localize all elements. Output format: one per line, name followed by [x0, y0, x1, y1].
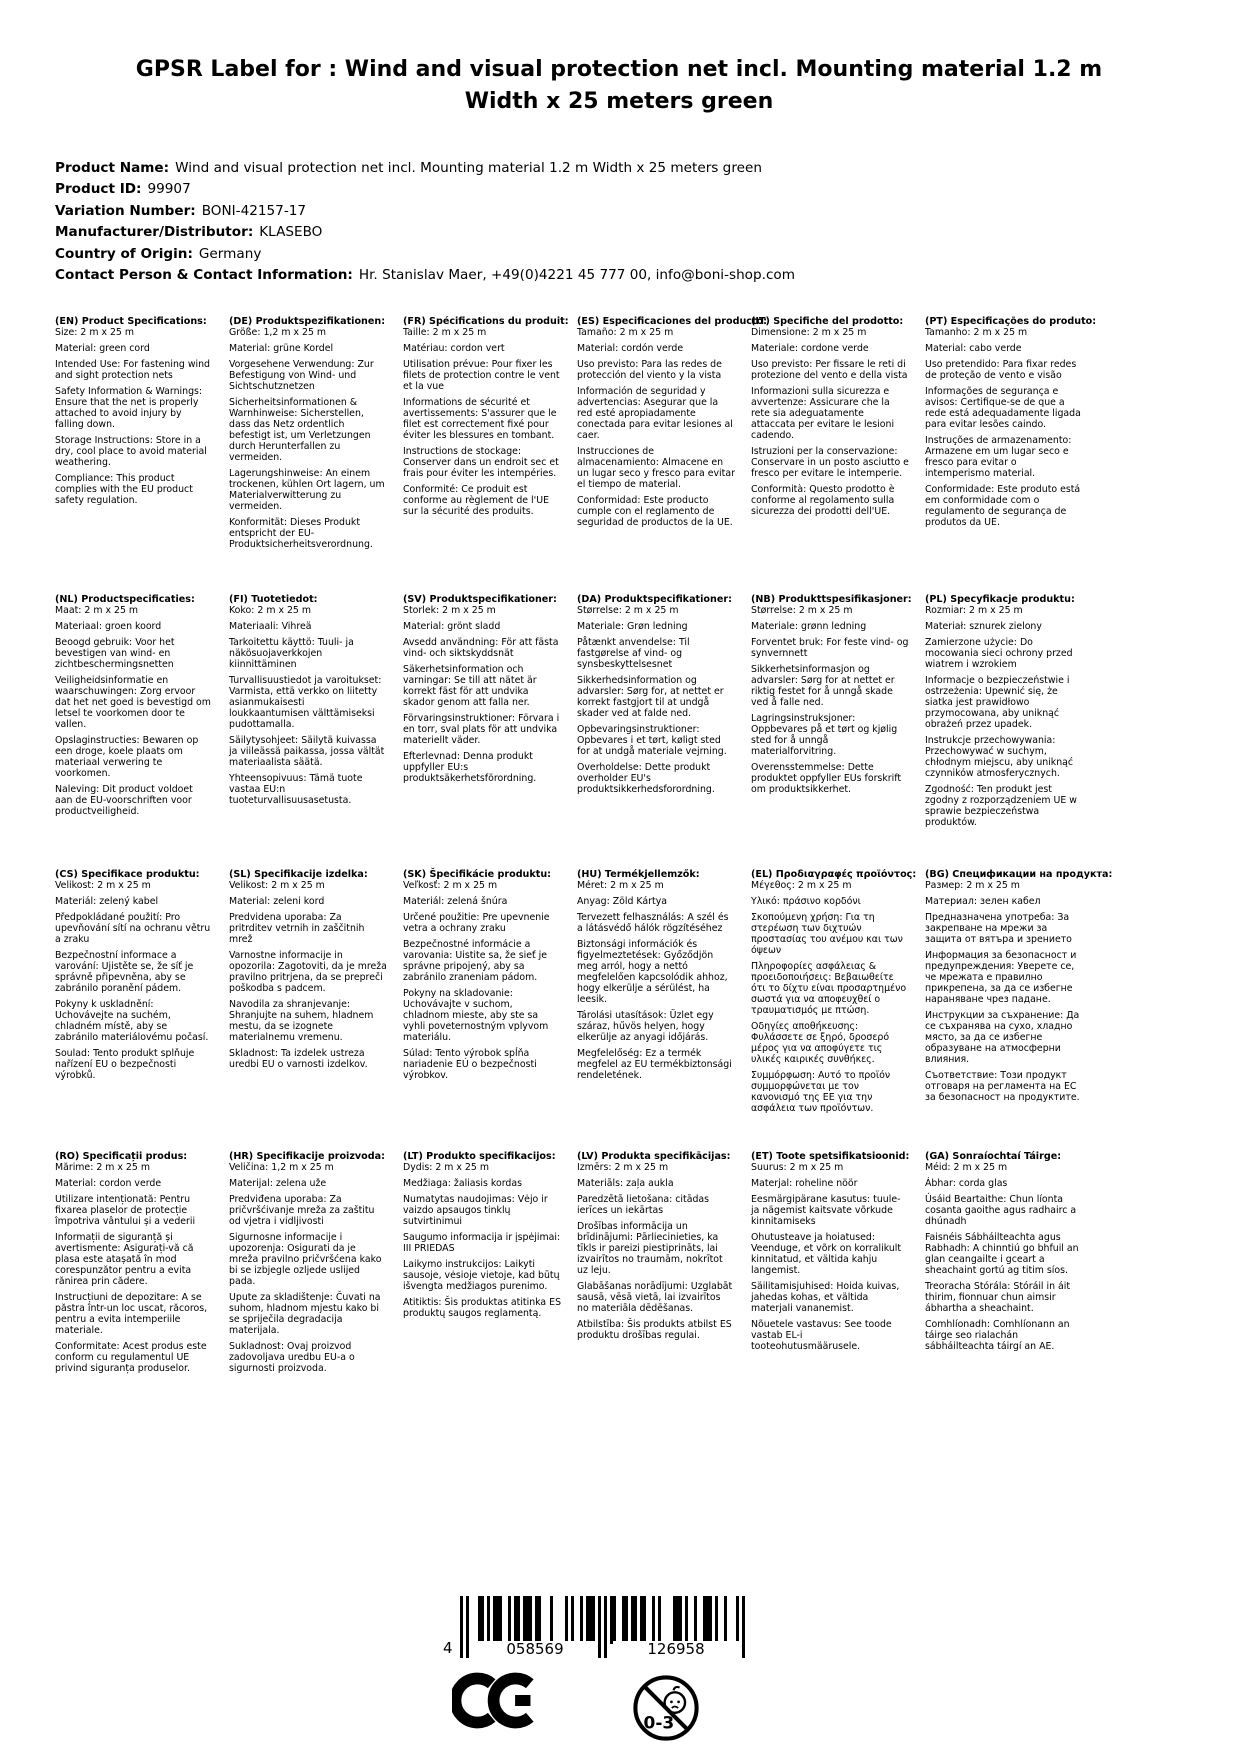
- spec-heading: (EL) Προδιαγραφές προϊόντος:: [751, 869, 917, 881]
- spec-heading: (DA) Produktspecifikationer:: [577, 594, 732, 606]
- spec-paragraph: Material: cordon verde: [55, 1178, 162, 1190]
- spec-paragraph: Eesmärgipärane kasutus: tuule- ja nägemist kaitsvate võrkude kinnitamiseks: [751, 1194, 901, 1228]
- spec-paragraph: Conformitate: Acest produs este conform cu regulamentul UE privind siguranța produselor.: [55, 1341, 207, 1375]
- spec-paragraph: Υλικό: πράσινο κορδόνι: [751, 896, 861, 908]
- spec-paragraph: Sikkerhetsinformasjon og advarsler: Sørg for at nettet er riktig festet for å unngå skade ved å falle ned.: [751, 664, 895, 709]
- spec-paragraph: Instrucțiuni de depozitare: A se păstra într-un loc uscat, răcoros, pentru a evita intemperiile materiale.: [55, 1292, 208, 1337]
- bottom-marks: [443, 1596, 1183, 1742]
- product-info-label: Manufacturer/Distributor:: [55, 224, 254, 241]
- spec-block-ga: [925, 1151, 1083, 1352]
- spec-paragraph: Materiaal: groen koord: [55, 621, 162, 633]
- barcode-right-group: 126958: [613, 1641, 739, 1658]
- spec-paragraph: Οδηγίες αποθήκευσης: Φυλάσσετε σε ξηρό, δροσερό μέρος για να αποφύγετε τις υλικές καιρικές συνθήκες.: [751, 1021, 890, 1066]
- spec-heading: (HU) Termékjellemzők:: [577, 869, 700, 881]
- spec-heading: (NL) Productspecificaties:: [55, 594, 195, 606]
- spec-paragraph: Faisnéis Sábháilteachta agus Rabhadh: A chinntiú go bhfuil an glan ceangailte i gceart a sheachaint gortú ag titim síos.: [925, 1232, 1079, 1277]
- spec-paragraph: Předpokládané použití: Pro upevňování sítí na ochranu větru a zraku: [55, 912, 211, 946]
- spec-block-fi: [229, 594, 387, 806]
- spec-paragraph: Compliance: This product complies with the EU product safety regulation.: [55, 473, 193, 507]
- product-info-value: Wind and visual protection net incl. Mounting material 1.2 m Width x 25 meters green: [175, 160, 762, 176]
- spec-paragraph: Sigurnosne informacije i upozorenja: Osigurati da je mreža pravilno pričvršćena kako bi se izbjegle ozljede uslijed pada.: [229, 1232, 382, 1288]
- spec-paragraph: Lagerungshinweise: An einem trockenen, kühlen Ort lagern, um Materialverwitterung zu vermeiden.: [229, 468, 385, 513]
- spec-heading: (FI) Tuotetiedot:: [229, 594, 318, 606]
- spec-block-et: [751, 1151, 909, 1352]
- spec-paragraph: Størrelse: 2 m x 25 m: [751, 605, 853, 617]
- spec-paragraph: Съответствие: Този продукт отговаря на регламента на ЕС за безопасност на продуктите.: [925, 1070, 1080, 1104]
- spec-paragraph: Predvidena uporaba: Za pritrditev vetrnih in zaščitnih mrež: [229, 912, 365, 946]
- spec-block-ro: [55, 1151, 213, 1374]
- spec-paragraph: Säkerhetsinformation och varningar: Se till att nätet är korrekt fäst för att undvika skador genom att falla ner.: [403, 664, 537, 709]
- spec-paragraph: Bezpečnostní informace a varování: Ujistěte se, že síť je správně připevněna, aby se zabránilo poranění pádem.: [55, 950, 194, 995]
- spec-paragraph: Velikost: 2 m x 25 m: [55, 880, 151, 892]
- product-info-value: KLASEBO: [259, 224, 323, 241]
- spec-paragraph: Dimensione: 2 m x 25 m: [751, 327, 867, 339]
- spec-paragraph: Informacje o bezpieczeństwie i ostrzeżenia: Upewnić się, że siatka jest prawidłowo przymocowana, aby uniknąć obrażeń przez upadek.: [925, 675, 1070, 731]
- spec-heading: (RO) Specificații produs:: [55, 1151, 188, 1163]
- spec-paragraph: Numatytas naudojimas: Vėjo ir vaizdo apsaugos tinklų sutvirtinimui: [403, 1194, 548, 1228]
- spec-paragraph: Tarkoitettu käyttö: Tuuli- ja näkösuojaverkkojen kiinnittäminen: [229, 637, 354, 671]
- spec-paragraph: Soulad: Tento produkt splňuje nařízení EU o bezpečnosti výrobků.: [55, 1048, 195, 1082]
- spec-paragraph: Varnostne informacije in opozorila: Zagotoviti, da je mreža pravilno pritrjena, da se prepreči poškodba s padcem.: [229, 950, 387, 995]
- product-info-row: [55, 179, 1183, 200]
- spec-paragraph: Material: grüne Kordel: [229, 343, 334, 355]
- spec-block-lt: [403, 1151, 561, 1319]
- spec-paragraph: Overensstemmelse: Dette produktet oppfyller EUs forskrift om produktsikkerhet.: [751, 762, 902, 796]
- spec-paragraph: Förvaringsinstruktioner: Förvara i en torr, sval plats för att undvika materiellt väder.: [403, 713, 560, 747]
- spec-paragraph: Materiál: zelený kabel: [55, 896, 159, 908]
- spec-row: [55, 316, 1183, 594]
- spec-paragraph: Tervezett felhasználás: A szél és a látásvédő hálók rögzítéséhez: [577, 912, 729, 935]
- spec-paragraph: Biztonsági információk és figyelmeztetések: Győződjön meg arról, hogy a nettó megfelelően kapcsolódik ahhoz, hogy elkerülje a sérülést, ha leesik.: [577, 939, 728, 1006]
- spec-paragraph: Forventet bruk: For feste vind- og synvernnett: [751, 637, 909, 660]
- spec-paragraph: Predviđena uporaba: Za pričvršćivanje mreža za zaštitu od vjetra i vidljivosti: [229, 1194, 375, 1228]
- spec-paragraph: Conformità: Questo prodotto è conforme al regolamento sulla sicurezza dei prodotti dell'UE.: [751, 484, 895, 518]
- spec-paragraph: Medžiaga: žaliasis kordas: [403, 1178, 522, 1190]
- spec-heading: (HR) Specifikacije proizvoda:: [229, 1151, 385, 1163]
- spec-paragraph: Materijal: zelena uže: [229, 1178, 327, 1190]
- spec-paragraph: Súlad: Tento výrobok spĺňa nariadenie EÚ o bezpečnosti výrobkov.: [403, 1048, 537, 1082]
- product-info-row: [55, 158, 1183, 179]
- spec-paragraph: Anyag: Zöld Kártya: [577, 896, 667, 908]
- spec-block-it: [751, 316, 909, 517]
- spec-paragraph: Materiał: sznurek zielony: [925, 621, 1042, 633]
- spec-heading: (FR) Spécifications du produit:: [403, 316, 569, 328]
- spec-heading: (SV) Produktspecifikationer:: [403, 594, 557, 606]
- age-warning-icon: [632, 1674, 700, 1742]
- spec-paragraph: Navodila za shranjevanje: Shranjujte na suhem, hladnem mestu, da se izognete materialnemu vremenu.: [229, 999, 374, 1044]
- spec-paragraph: Ábhar: corda glas: [925, 1178, 1008, 1190]
- spec-paragraph: Informações de segurança e avisos: Certifique-se de que a rede está adequadamente ligada para evitar lesões caindo.: [925, 386, 1081, 431]
- age-warning-label: 0-3: [643, 1713, 675, 1734]
- product-info-value: Germany: [198, 245, 262, 262]
- spec-paragraph: Conformidad: Este producto cumple con el reglamento de seguridad de productos de la UE.: [577, 495, 733, 529]
- spec-block-cs: [55, 869, 213, 1081]
- product-info-value: BONI-42157-17: [201, 202, 307, 219]
- spec-paragraph: Lagringsinstruksjoner: Oppbevares på et tørt og kjølig sted for å unngå materialforvitring.: [751, 713, 898, 758]
- spec-heading: (LV) Produkta specifikācijas:: [577, 1151, 731, 1163]
- spec-paragraph: Beoogd gebruik: Voor het bevestigen van wind- en zichtbeschermingsnetten: [55, 637, 175, 671]
- spec-block-nb: [751, 594, 912, 796]
- spec-row: [55, 594, 1183, 869]
- spec-block-de: [229, 316, 387, 550]
- spec-block-lv: [577, 1151, 735, 1341]
- spec-block-fr: [403, 316, 569, 518]
- spec-paragraph: Tamanho: 2 m x 25 m: [925, 327, 1028, 339]
- barcode-left-group: 058569: [472, 1641, 598, 1658]
- spec-paragraph: Sicherheitsinformationen & Warnhinweise: Sicherstellen, dass das Netz ordentlich befestigt ist, um Verletzungen durch Herunterfallen zu vermeiden.: [229, 397, 371, 464]
- spec-paragraph: Overholdelse: Dette produkt overholder EU's produktsikkerhedsforordning.: [577, 762, 715, 796]
- spec-paragraph: Συμμόρφωση: Αυτό το προϊόν συμμορφώνεται με τον κανονισμό της ΕΕ για την ασφάλεια των προϊόντων.: [751, 1070, 891, 1115]
- spec-paragraph: Vorgesehene Verwendung: Zur Befestigung von Wind- und Sichtschutznetzen: [229, 359, 374, 393]
- product-info-label: Variation Number:: [55, 202, 196, 219]
- spec-paragraph: Bezpečnostné informácie a varovania: Uistite sa, že sieť je správne pripojený, aby sa zabránilo zraneniam pádom.: [403, 939, 547, 984]
- product-info-label: Contact Person & Contact Information:: [55, 267, 353, 284]
- spec-paragraph: Materiaali: Vihreä: [229, 621, 312, 633]
- spec-block-hr: [229, 1151, 387, 1374]
- spec-heading: (EN) Product Specifications:: [55, 316, 207, 328]
- ean-barcode: [443, 1596, 745, 1660]
- spec-block-es: [577, 316, 768, 529]
- spec-paragraph: Taille: 2 m x 25 m: [403, 327, 487, 339]
- spec-paragraph: Mărime: 2 m x 25 m: [55, 1162, 150, 1174]
- spec-paragraph: Veľkosť: 2 m x 25 m: [403, 880, 498, 892]
- spec-paragraph: Material: cabo verde: [925, 343, 1022, 355]
- spec-paragraph: Paredzētā lietošana: citādas ierīces un iekārtas: [577, 1194, 710, 1217]
- spec-paragraph: Instrucciones de almacenamiento: Almacene en un lugar seco y fresco para evitar el tiempo de material.: [577, 446, 735, 491]
- spec-paragraph: Instruções de armazenamento: Armazene em um lugar seco e fresco para evitar o intemperismo material.: [925, 435, 1072, 480]
- spec-paragraph: Méret: 2 m x 25 m: [577, 880, 664, 892]
- spec-paragraph: Megfelelőség: Ez a termék megfelel az EU termékbiztonsági rendeletének.: [577, 1048, 732, 1082]
- spec-paragraph: Veličina: 1,2 m x 25 m: [229, 1162, 334, 1174]
- spec-row: [55, 869, 1183, 1151]
- spec-paragraph: Tamaño: 2 m x 25 m: [577, 327, 674, 339]
- spec-block-hu: [577, 869, 735, 1081]
- conformity-marks: [452, 1672, 1183, 1742]
- spec-paragraph: Materiale: grønn ledning: [751, 621, 867, 633]
- spec-paragraph: Pokyny k uskladnění: Uchovávejte na suchém, chladném místě, aby se zabránilo materiálovému počasí.: [55, 999, 209, 1044]
- product-info-row: [55, 265, 1183, 286]
- spec-block-en: [55, 316, 213, 506]
- product-info-label: Product Name:: [55, 160, 170, 176]
- spec-paragraph: Opslaginstructies: Bewaren op een droge, koele plaats om materiaal verwering te voorkomen.: [55, 735, 199, 780]
- spec-paragraph: Laikymo instrukcijos: Laikyti sausoje, vėsioje vietoje, kad būtų išvengta medžiagos purenimo.: [403, 1259, 560, 1293]
- spec-paragraph: Conformité: Ce produit est conforme au règlement de l'UE sur la sécurité des produits.: [403, 484, 550, 518]
- spec-paragraph: Conformidade: Este produto está em conformidade com o regulamento de segurança de produtos da UE.: [925, 484, 1081, 529]
- spec-paragraph: Materiál: zelená šnúra: [403, 896, 508, 908]
- spec-paragraph: Treoracha Stórála: Stóráil in áit thirim, fionnuar chun aimsir ábhartha a sheachaint.: [925, 1281, 1071, 1315]
- spec-paragraph: Размер: 2 m x 25 m: [925, 880, 1020, 892]
- product-info-value: 99907: [147, 181, 191, 198]
- spec-paragraph: Pokyny na skladovanie: Uchovávajte v suchom, chladnom mieste, aby ste sa vyhli poveternostným vplyvom materiálu.: [403, 988, 549, 1044]
- spec-paragraph: Μέγεθος: 2 m x 25 m: [751, 880, 852, 892]
- product-info-label: Country of Origin:: [55, 245, 193, 262]
- spec-block-nl: [55, 594, 213, 817]
- spec-paragraph: Предназначена употреба: За закрепване на мрежи за защита от вятъра и зрението: [925, 912, 1072, 946]
- spec-paragraph: Информация за безопасност и предупреждения: Уверете се, че мрежата е правилно прикрепена, за да се избегне нараняване чрез падане.: [925, 950, 1077, 1006]
- spec-paragraph: Størrelse: 2 m x 25 m: [577, 605, 679, 617]
- spec-paragraph: Säilytysohjeet: Säilytä kuivassa ja viileässä paikassa, jossa vältät materiaalista säätä.: [229, 735, 385, 769]
- spec-paragraph: Uso previsto: Para las redes de protección del viento y la vista: [577, 359, 722, 382]
- spec-block-bg: [925, 869, 1113, 1104]
- spec-paragraph: Efterlevnad: Denna produkt uppfyller EU:s produktsäkerhetsförordning.: [403, 751, 537, 785]
- spec-paragraph: Instrukcje przechowywania: Przechowywać w suchym, chłodnym miejscu, aby uniknąć czynników atmosferycznych.: [925, 735, 1074, 780]
- spec-paragraph: Rozmiar: 2 m x 25 m: [925, 605, 1023, 617]
- spec-paragraph: Dydis: 2 m x 25 m: [403, 1162, 489, 1174]
- spec-block-sl: [229, 869, 387, 1070]
- spec-heading: (CS) Specifikace produktu:: [55, 869, 200, 881]
- page-title: GPSR Label for : Wind and visual protection net incl. Mounting material 1.2 m Width x 25 meters green: [135, 57, 1103, 114]
- spec-heading: (IT) Specifiche del prodotto:: [751, 316, 904, 328]
- spec-heading: (SL) Specifikacije izdelka:: [229, 869, 368, 881]
- spec-paragraph: Intended Use: For fastening wind and sight protection nets: [55, 359, 210, 382]
- spec-heading: (ES) Especificaciones del producto:: [577, 316, 768, 328]
- spec-paragraph: Saugumo informacija ir įspėjimai: III PRIEDAS: [403, 1232, 561, 1255]
- spec-paragraph: Påtænkt anvendelse: Til fastgørelse af vind- og synsbeskyttelsesnet: [577, 637, 690, 671]
- spec-heading: (GA) Sonraíochtaí Táirge:: [925, 1151, 1062, 1163]
- spec-heading: (BG) Спецификации на продукта:: [925, 869, 1113, 881]
- spec-paragraph: Avsedd användning: För att fästa vind- och siktskyddsnät: [403, 637, 559, 660]
- spec-paragraph: Información de seguridad y advertencias: Asegurar que la red esté apropiadamente conectada para evitar lesiones al caer.: [577, 386, 733, 442]
- spec-paragraph: Drošības informācija un brīdinājumi: Pārliecinieties, ka tīkls ir pareizi piestiprināts, lai izvairītos no traumām, nokrītot uz leju.: [577, 1221, 723, 1277]
- spec-paragraph: Turvallisuustiedot ja varoitukset: Varmista, että verkko on liitetty asianmukaisesti loukkaantumisen välttämiseksi pudottamalla.: [229, 675, 382, 731]
- spec-paragraph: Material: green cord: [55, 343, 150, 355]
- spec-row: [55, 1151, 1183, 1596]
- spec-paragraph: Konformität: Dieses Produkt entspricht der EU-Produktsicherheitsverordnung.: [229, 517, 373, 551]
- spec-paragraph: Materjal: roheline nöör: [751, 1178, 858, 1190]
- spec-block-da: [577, 594, 735, 795]
- spec-paragraph: Atitiktis: Šis produktas atitinka ES produktų saugos reglamentą.: [403, 1297, 562, 1320]
- product-info-label: Product ID:: [55, 181, 142, 198]
- product-info-row: [55, 222, 1183, 243]
- barcode-bar: [742, 1596, 745, 1658]
- spec-block-el: [751, 869, 917, 1115]
- spec-paragraph: Zgodność: Ten produkt jest zgodny z rozporządzeniem UE w sprawie bezpieczeństwa produktów.: [925, 784, 1077, 829]
- spec-paragraph: Материал: зелен кабел: [925, 896, 1041, 908]
- spec-heading: (LT) Produkto specifikacijos:: [403, 1151, 556, 1163]
- spec-block-pl: [925, 594, 1083, 828]
- spec-heading: (ET) Toote spetsifikatsioonid:: [751, 1151, 910, 1163]
- spec-paragraph: Utilisation prévue: Pour fixer les filets de protection contre le vent et la vue: [403, 359, 560, 393]
- spec-paragraph: Material: zeleni kord: [229, 896, 325, 908]
- spec-paragraph: Určené použitie: Pre upevnenie vetra a ochrany zraku: [403, 912, 550, 935]
- spec-paragraph: Utilizare intenționată: Pentru fixarea plaselor de protecție împotriva vântului și a vederii: [55, 1194, 196, 1228]
- spec-paragraph: Ohutusteave ja hoiatused: Veenduge, et võrk on korralikult kinnitatud, et vältida kahju langemist.: [751, 1232, 902, 1277]
- product-info-row: [55, 244, 1183, 265]
- spec-paragraph: Opbevaringsinstruktioner: Opbevares i et tørt, køligt sted for at undgå materiale vejrning.: [577, 724, 727, 758]
- spec-paragraph: Istruzioni per la conservazione: Conservare in un posto asciutto e fresco per evitare le intemperie.: [751, 446, 909, 480]
- spec-block-pt: [925, 316, 1097, 529]
- spec-paragraph: Materiale: cordone verde: [751, 343, 869, 355]
- spec-paragraph: Materiale: Grøn ledning: [577, 621, 688, 633]
- spec-paragraph: Velikost: 2 m x 25 m: [229, 880, 325, 892]
- spec-paragraph: Sikkerhedsinformation og advarsler: Sørg for, at nettet er korrekt fastgjort til at undgå skader ved at falde ned.: [577, 675, 724, 720]
- spec-heading: (PT) Especificações do produto:: [925, 316, 1097, 328]
- spec-paragraph: Upute za skladištenje: Čuvati na suhom, hladnom mjestu kako bi se spriječila degradacija materijala.: [229, 1292, 381, 1337]
- spec-paragraph: Material: cordón verde: [577, 343, 684, 355]
- spec-paragraph: Storlek: 2 m x 25 m: [403, 605, 496, 617]
- spec-paragraph: Informații de siguranță și avertismente: Asigurați-vă că plasa este atașată în mod corespunzător pentru a evita rănirea prin cădere.: [55, 1232, 194, 1288]
- spec-paragraph: Nõuetele vastavus: See toode vastab EL-i tooteohutusmäärusele.: [751, 1319, 892, 1353]
- spec-paragraph: Πληροφορίες ασφάλειας & προειδοποιήσεις: Βεβαιωθείτε ότι το δίχτυ είναι προσαρτημένο σωστά για να αποφευχθεί ο τραυματισμός με πτώση.: [751, 961, 907, 1017]
- spec-paragraph: Zamierzone użycie: Do mocowania sieci ochrony przed wiatrem i wzrokiem: [925, 637, 1073, 671]
- spec-paragraph: Σκοπούμενη χρήση: Για τη στερέωση των διχτυών προστασίας του ανέμου και των όψεων: [751, 912, 903, 957]
- spec-paragraph: Uso previsto: Per fissare le reti di protezione del vento e della vista: [751, 359, 908, 382]
- spec-paragraph: Materiāls: zaļa aukla: [577, 1178, 674, 1190]
- barcode-first-digit: 4: [443, 1639, 453, 1658]
- spec-paragraph: Méid: 2 m x 25 m: [925, 1162, 1008, 1174]
- spec-paragraph: Glabāšanas norādījumi: Uzglabāt sausā, vēsā vietā, lai izvairītos no materiāla dēdēšanas.: [577, 1281, 733, 1315]
- spec-paragraph: Koko: 2 m x 25 m: [229, 605, 312, 617]
- spec-paragraph: Instructions de stockage: Conserver dans un endroit sec et frais pour éviter les intempéries.: [403, 446, 559, 480]
- spec-heading: (PL) Specyfikacje produktu:: [925, 594, 1075, 606]
- spec-paragraph: Maat: 2 m x 25 m: [55, 605, 139, 617]
- spec-paragraph: Skladnost: Ta izdelek ustreza uredbi EU o varnosti izdelkov.: [229, 1048, 368, 1071]
- product-info: [55, 158, 1183, 286]
- spec-block-sv: [403, 594, 561, 784]
- spec-paragraph: Naleving: Dit product voldoet aan de EU-voorschriften voor productveiligheid.: [55, 784, 193, 818]
- product-info-value: Hr. Stanislav Maer, +49(0)4221 45 777 00, info@boni-shop.com: [358, 267, 795, 284]
- spec-paragraph: Informations de sécurité et avertissements: S'assurer que le filet est correctement fixé pour éviter les blessures en tombant.: [403, 397, 557, 442]
- spec-heading: (SK) Špecifikácie produktu:: [403, 869, 552, 881]
- spec-paragraph: Safety Information & Warnings: Ensure that the net is properly attached to avoid injury by falling down.: [55, 386, 203, 431]
- spec-paragraph: Veiligheidsinformatie en waarschuwingen: Zorg ervoor dat het net goed is bevestigd om letsel te voorkomen door te vallen.: [55, 675, 211, 731]
- spec-paragraph: Material: grönt sladd: [403, 621, 501, 633]
- ce-mark-icon: [452, 1672, 540, 1729]
- spec-paragraph: Uso pretendido: Para fixar redes de proteção de vento e visão: [925, 359, 1077, 382]
- spec-heading: (DE) Produktspezifikationen:: [229, 316, 386, 328]
- spec-paragraph: Úsáid Beartaithe: Chun líonta cosanta gaoithe agus radhairc a dhúnadh: [925, 1194, 1077, 1228]
- spec-paragraph: Matériau: cordon vert: [403, 343, 505, 355]
- spec-heading: (NB) Produkttspesifikasjoner:: [751, 594, 912, 606]
- spec-paragraph: Sukladnost: Ovaj proizvod zadovoljava uredbu EU-a o sigurnosti proizvoda.: [229, 1341, 355, 1375]
- spec-paragraph: Säilitamisjuhised: Hoida kuivas, jahedas kohas, et vältida materjali vananemist.: [751, 1281, 900, 1315]
- spec-paragraph: Informazioni sulla sicurezza e avvertenze: Assicurare che la rete sia adeguatamente attaccata per evitare le lesioni cadendo.: [751, 386, 895, 442]
- spec-paragraph: Atbilstība: Šis produkts atbilst ES produktu drošības regulai.: [577, 1319, 732, 1342]
- spec-paragraph: Yhteensopivuus: Tämä tuote vastaa EU:n tuoteturvallisuusasetusta.: [229, 773, 363, 807]
- product-info-row: [55, 201, 1183, 222]
- spec-paragraph: Größe: 1,2 m x 25 m: [229, 327, 327, 339]
- spec-paragraph: Size: 2 m x 25 m: [55, 327, 135, 339]
- spec-paragraph: Tárolási utasítások: Üzlet egy száraz, hűvös helyen, hogy elkerülje az anyagi időjárás.: [577, 1010, 714, 1044]
- spec-paragraph: Comhlíonadh: Comhlíonann an táirge seo rialachán sábháilteachta táirgí an AE.: [925, 1319, 1070, 1353]
- spec-paragraph: Storage Instructions: Store in a dry, cool place to avoid material weathering.: [55, 435, 207, 469]
- spec-grid: [55, 316, 1183, 1596]
- spec-block-sk: [403, 869, 561, 1081]
- spec-paragraph: Izmērs: 2 m x 25 m: [577, 1162, 669, 1174]
- spec-paragraph: Инструкции за съхранение: Да се съхранява на сухо, хладно място, за да се избегне образуване на атмосферни влияния.: [925, 1010, 1080, 1066]
- spec-paragraph: Suurus: 2 m x 25 m: [751, 1162, 844, 1174]
